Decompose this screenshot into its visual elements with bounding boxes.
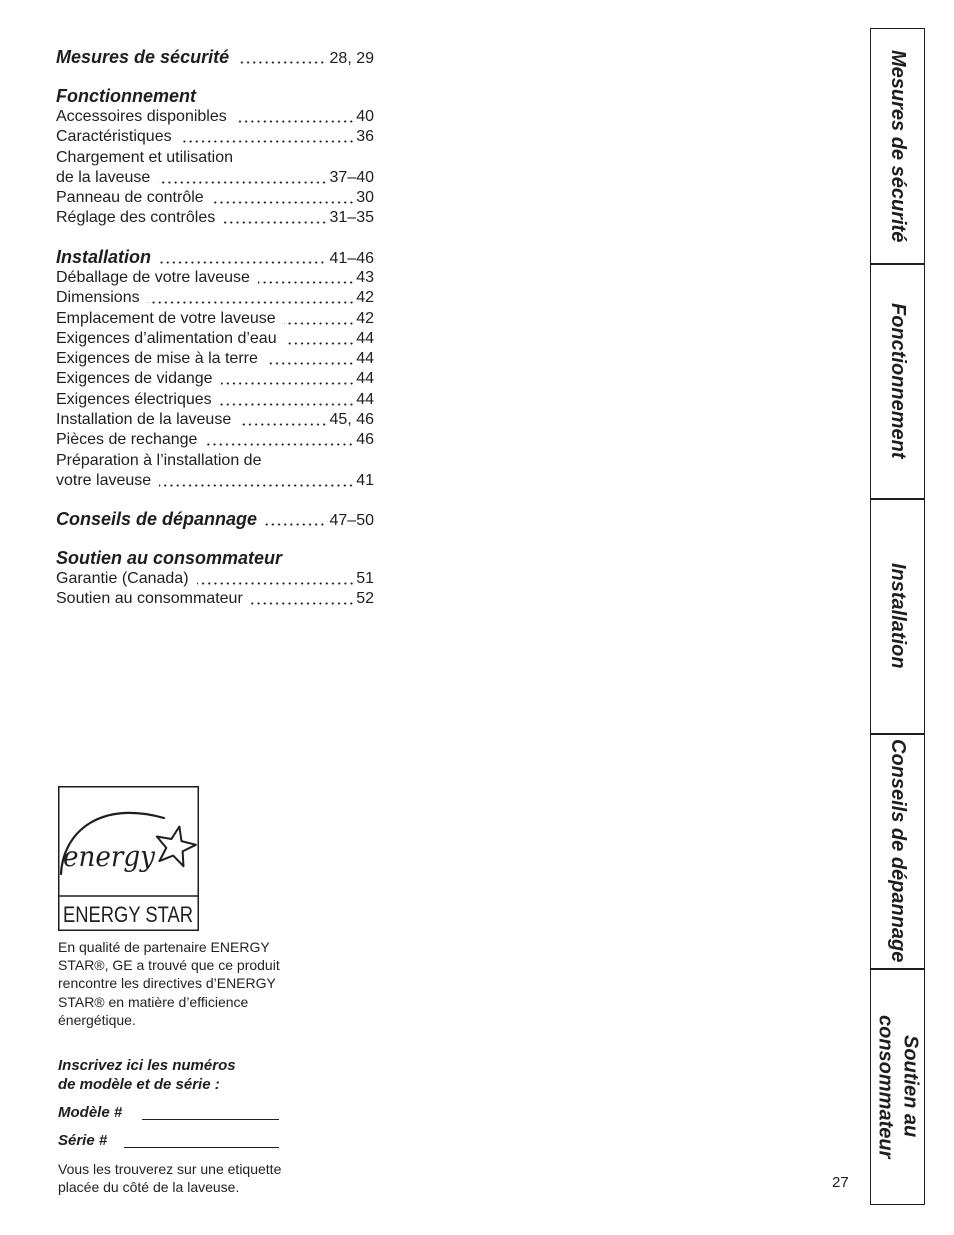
toc-page-ref: 30	[356, 189, 374, 207]
dot-leader	[235, 107, 354, 127]
toc-page-ref: 45, 46	[329, 411, 374, 429]
dot-leader	[159, 471, 354, 491]
toc-section-consumer-support	[56, 548, 374, 610]
toc-page-ref: 44	[356, 329, 374, 347]
tab-label: Installation	[887, 563, 909, 669]
toc-page-ref: 41–46	[329, 250, 374, 267]
toc-section-safety	[56, 47, 374, 68]
toc-entry[interactable]	[56, 349, 374, 369]
toc-entry[interactable]	[56, 188, 374, 208]
toc-entry-label: Soutien au consommateur	[56, 590, 243, 608]
dot-leader	[159, 247, 325, 268]
toc-page-ref: 44	[356, 390, 374, 408]
toc-heading: Installation	[56, 247, 152, 267]
tab-conseils-de-depannage[interactable]	[871, 735, 924, 970]
tab-label: Fonctionnement	[887, 303, 909, 459]
toc-entry-continuation[interactable]	[56, 471, 374, 491]
page-number: 27	[832, 1174, 849, 1191]
toc-heading-row[interactable]	[56, 548, 374, 569]
toc-heading-row[interactable]	[56, 47, 374, 68]
toc-page-ref: 28, 29	[329, 50, 374, 67]
toc-page-ref: 36	[356, 128, 374, 146]
note-line: Vous les trouverez sur une etiquette	[58, 1161, 282, 1177]
toc-entry-label: votre laveuse	[56, 471, 152, 489]
toc-heading-row[interactable]	[56, 247, 374, 268]
dot-leader	[205, 430, 354, 450]
toc-entry[interactable]	[56, 288, 374, 308]
toc-entry-label: Exigences d’alimentation d’eau	[56, 329, 277, 347]
dot-leader	[284, 309, 355, 329]
tab-mesures-de-securite[interactable]	[871, 29, 924, 265]
logo-wordmark: ENERGY STAR	[63, 902, 193, 927]
tab-installation[interactable]	[871, 500, 924, 735]
toc-entry-label: Préparation à l’installation de	[56, 451, 262, 469]
toc-entry[interactable]	[56, 589, 374, 609]
toc-heading: Soutien au consommateur	[56, 548, 283, 568]
toc-entry[interactable]	[56, 148, 374, 168]
tab-label: Conseils de dépannage	[887, 739, 909, 963]
note-line: STAR® en matière d’efficience	[58, 993, 249, 1010]
toc-heading: Mesures de sécurité	[56, 47, 230, 67]
toc-entry-label: Exigences de vidange	[56, 370, 213, 388]
model-number-blank	[142, 1119, 279, 1120]
logo-script: energy	[63, 840, 157, 873]
toc-entry[interactable]	[56, 410, 374, 430]
dot-leader	[148, 288, 355, 308]
toc-heading: Fonctionnement	[56, 86, 196, 106]
toc-entry-label: Exigences de mise à la terre	[56, 350, 258, 368]
toc-entry[interactable]	[56, 390, 374, 410]
dot-leader	[265, 509, 325, 530]
dot-leader	[266, 349, 354, 369]
toc-section-troubleshooting	[56, 509, 374, 530]
toc-page-ref: 44	[356, 370, 374, 388]
toc-entry-label: de la laveuse	[56, 168, 151, 186]
toc-page-ref: 47–50	[329, 512, 374, 529]
toc-entry-label: Caractéristiques	[56, 128, 172, 146]
dot-leader	[220, 390, 355, 410]
toc-entry[interactable]	[56, 369, 374, 389]
tab-fonctionnement[interactable]	[871, 265, 924, 500]
note-line: rencontre les directives d’ENERGY	[58, 975, 276, 992]
dot-leader	[221, 369, 355, 389]
dot-leader	[237, 47, 325, 68]
toc-heading-row[interactable]	[56, 509, 374, 530]
dot-leader	[251, 589, 354, 609]
toc-page-ref: 31–35	[329, 209, 374, 227]
toc-entry-label: Exigences électriques	[56, 390, 212, 408]
toc-entry-label: Emplacement de votre laveuse	[56, 309, 276, 327]
dot-leader	[197, 569, 355, 589]
toc-entry-label: Dimensions	[56, 289, 140, 307]
serial-number-label: Série #	[58, 1132, 108, 1149]
toc-page-ref: 44	[356, 350, 374, 368]
dot-leader	[158, 168, 327, 188]
toc-entry-label: Garantie (Canada)	[56, 570, 189, 587]
toc-entry[interactable]	[56, 430, 374, 450]
toc-entry-label: Chargement et utilisation	[56, 148, 233, 166]
toc-entry[interactable]	[56, 329, 374, 349]
toc-entry-label: Déballage de votre laveuse	[56, 269, 250, 286]
toc-entry[interactable]	[56, 127, 374, 147]
energy-star-logo	[58, 786, 199, 931]
dot-leader	[285, 329, 355, 349]
note-line: En qualité de partenaire ENERGY	[58, 939, 270, 955]
toc-page-ref: 51	[356, 570, 374, 587]
energy-star-note	[58, 938, 280, 1029]
tab-soutien-au-consommateur[interactable]	[871, 970, 924, 1204]
toc-page-ref: 42	[356, 309, 374, 327]
registration-heading-line: Inscrivez ici les numéros	[58, 1057, 236, 1074]
toc-entry[interactable]	[56, 309, 374, 329]
toc-entry-label: Réglage des contrôles	[56, 209, 216, 227]
registration-heading	[58, 1056, 236, 1094]
toc-entry[interactable]	[56, 107, 374, 127]
side-tab-strip	[870, 28, 925, 1205]
toc-entry[interactable]	[56, 451, 374, 471]
dot-leader	[239, 410, 327, 430]
toc-entry-label: Accessoires disponibles	[56, 108, 227, 125]
toc-heading-row[interactable]	[56, 86, 374, 107]
note-line: énergétique.	[58, 1011, 136, 1028]
toc-heading: Conseils de dépannage	[56, 509, 258, 529]
model-number-label: Modèle #	[58, 1104, 123, 1121]
serial-number-blank	[124, 1147, 279, 1148]
rating-label-note	[58, 1160, 281, 1196]
toc-page-ref: 42	[356, 289, 374, 307]
note-line: STAR®, GE a trouvé que ce produit	[58, 957, 280, 974]
toc-page-ref: 40	[356, 108, 374, 125]
toc-entry[interactable]	[56, 569, 374, 589]
toc-page-ref: 46	[356, 431, 374, 449]
toc-entry[interactable]	[56, 208, 374, 228]
toc-section-installation	[56, 247, 374, 491]
toc-page-ref: 43	[356, 269, 374, 286]
toc-entry-label: Panneau de contrôle	[56, 189, 204, 207]
dot-leader	[258, 268, 354, 288]
toc-entry-label: Installation de la laveuse	[56, 411, 232, 429]
toc-page-ref: 41	[356, 471, 374, 489]
registration-heading-line: de modèle et de série :	[58, 1076, 220, 1093]
toc-entry-continuation[interactable]	[56, 168, 374, 188]
tab-label: Mesures de sécurité	[887, 49, 909, 242]
tab-label: Soutien au consommateur	[874, 1014, 922, 1158]
toc-entry[interactable]	[56, 268, 374, 288]
toc-page-ref: 37–40	[329, 168, 374, 186]
dot-leader	[223, 208, 327, 228]
dot-leader	[212, 188, 355, 208]
dot-leader	[180, 127, 355, 147]
toc-page-ref: 52	[356, 590, 374, 608]
toc-entry-label: Pièces de rechange	[56, 431, 198, 449]
toc-section-operation	[56, 86, 374, 229]
note-line: placée du côté de la laveuse.	[58, 1179, 240, 1195]
